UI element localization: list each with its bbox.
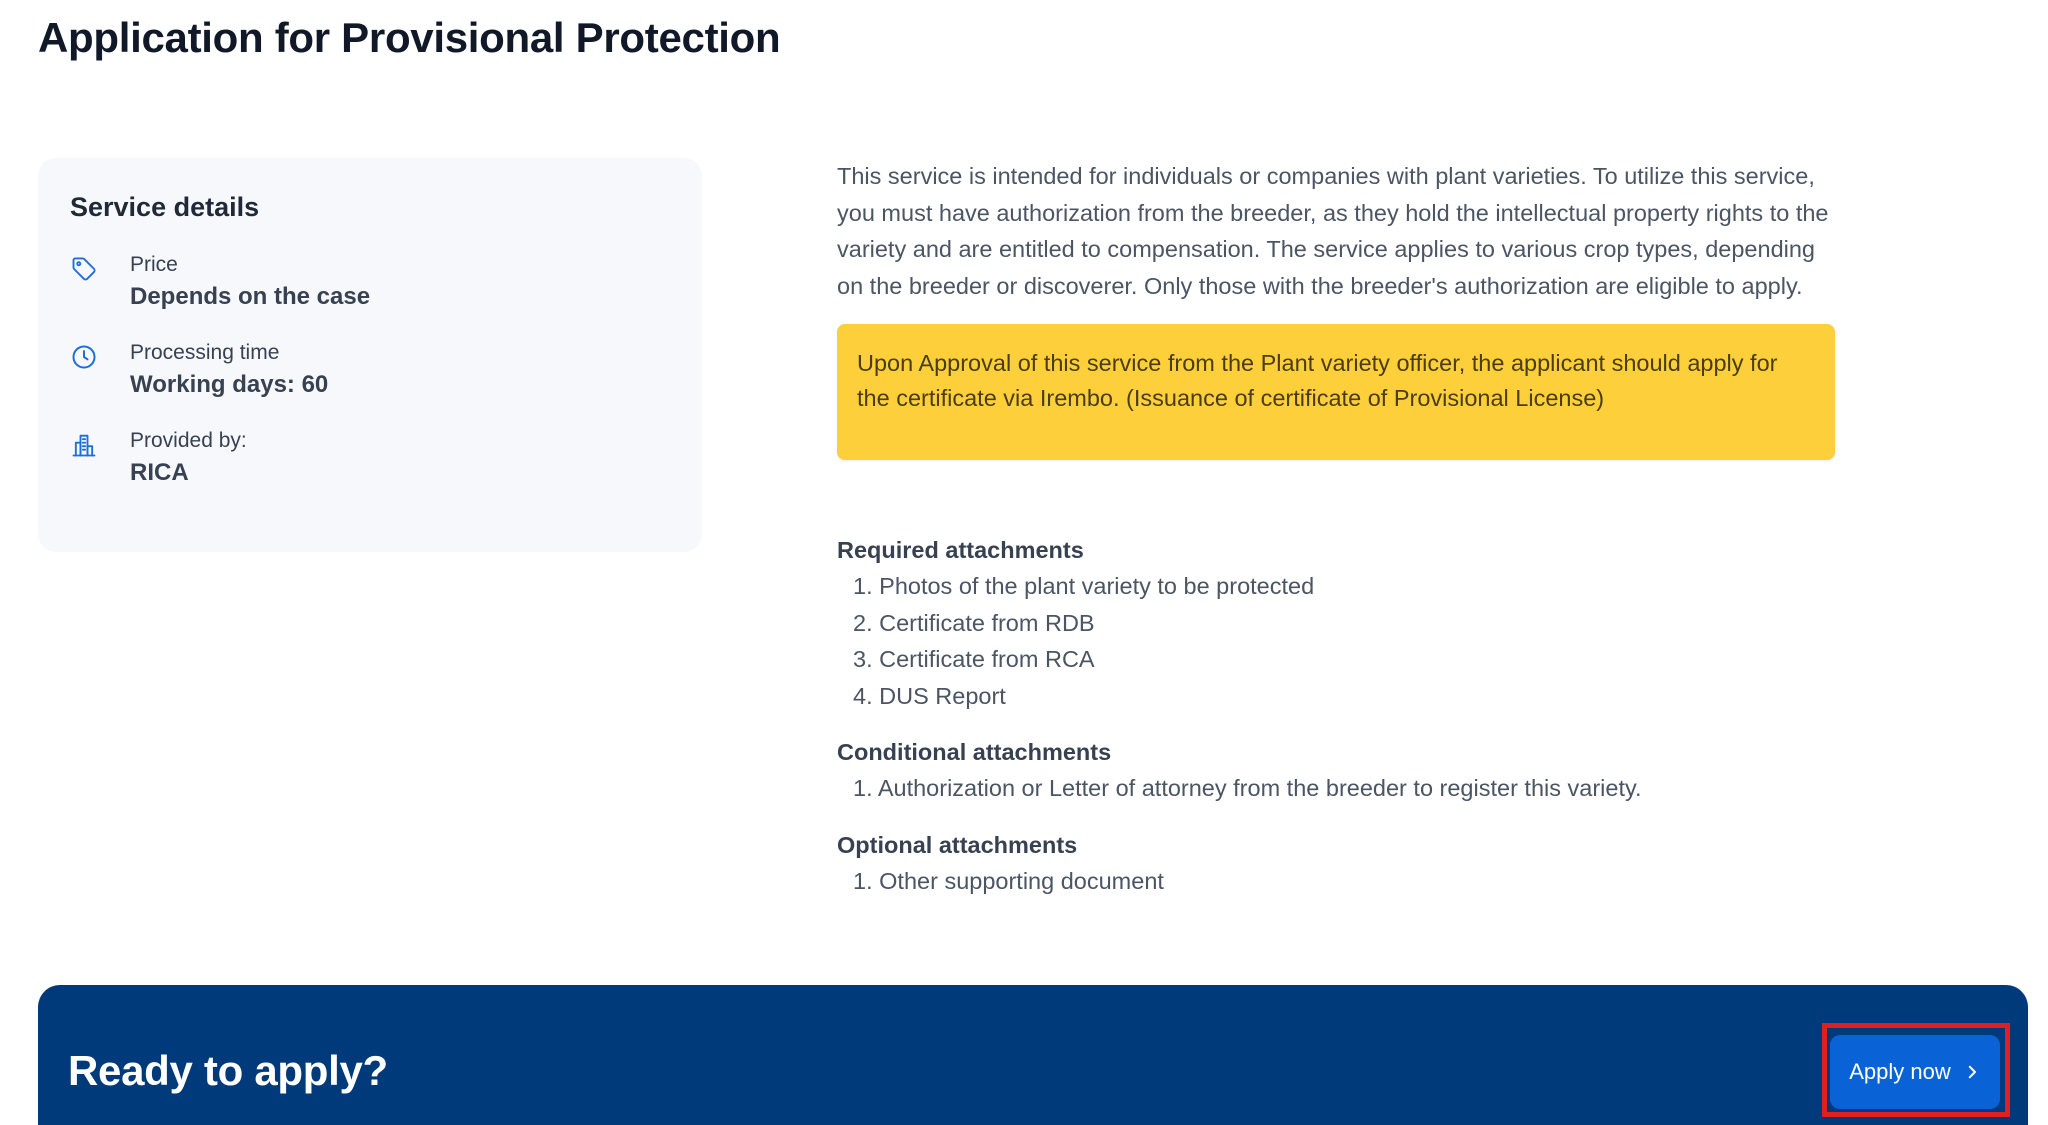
approval-notice-text: Upon Approval of this service from the Plant variety officer, the applicant should apply for the certificate via Irembo. (Issuance of certificate of Provisional License) bbox=[857, 350, 1778, 411]
detail-provider bbox=[70, 429, 670, 487]
list-item: 1. Authorization or Letter of attorney from the breeder to register this variety. bbox=[853, 775, 1642, 801]
clock-icon bbox=[70, 343, 98, 371]
price-tag-icon bbox=[70, 255, 98, 283]
price-label: Price bbox=[130, 253, 178, 276]
optional-attachments bbox=[837, 827, 1835, 900]
list-item: 1. Photos of the plant variety to be protected bbox=[853, 573, 1315, 599]
list-item: 4. DUS Report bbox=[853, 682, 1006, 709]
list-item-text: Photos of the plant variety to be protected bbox=[879, 573, 1315, 599]
list-item: 3. Certificate from RCA bbox=[853, 646, 1095, 672]
service-content bbox=[837, 158, 1835, 899]
page-title: Application for Provisional Protection bbox=[38, 14, 781, 61]
apply-now-label: Apply now bbox=[1849, 1059, 1951, 1084]
optional-attachments-list bbox=[837, 863, 1835, 900]
service-details-card bbox=[38, 158, 702, 552]
price-value: Depends on the case bbox=[130, 283, 371, 310]
list-item: 1. Other supporting document bbox=[853, 867, 1164, 894]
detail-processing-time bbox=[70, 341, 670, 399]
detail-price bbox=[70, 253, 670, 311]
service-details-title: Service details bbox=[70, 192, 260, 222]
list-item-text: Certificate from RCA bbox=[879, 646, 1095, 672]
conditional-attachments-heading: Conditional attachments bbox=[837, 739, 1112, 765]
list-item: 2. Certificate from RDB bbox=[853, 609, 1095, 636]
list-item-text: Other supporting document bbox=[879, 867, 1164, 894]
ready-to-apply-title: Ready to apply? bbox=[68, 1047, 388, 1094]
list-item-text: Authorization or Letter of attorney from the breeder to register this variety. bbox=[877, 775, 1642, 801]
provider-value: RICA bbox=[130, 459, 189, 486]
chevron-right-icon bbox=[1963, 1063, 1981, 1081]
processing-time-value: Working days: 60 bbox=[130, 371, 329, 398]
ready-to-apply-banner bbox=[38, 985, 2028, 1125]
conditional-attachments-list bbox=[837, 770, 1835, 807]
conditional-attachments bbox=[837, 734, 1835, 807]
list-item-text: DUS Report bbox=[879, 682, 1006, 709]
apply-now-button[interactable] bbox=[1830, 1035, 2000, 1109]
service-description: This service is intended for individuals or companies with plant varieties. To utilize this service, you must have authorization from the breeder, as they hold the intellectual property rights to the variety and are entitled to compensation. The service applies to various crop types, depending on the breeder or discoverer. Only those with the breeder's authorization are eligible to apply. bbox=[837, 163, 1829, 299]
provider-label: Provided by: bbox=[130, 429, 247, 452]
optional-attachments-heading: Optional attachments bbox=[837, 831, 1078, 858]
list-item-text: Certificate from RDB bbox=[879, 609, 1095, 636]
required-attachments bbox=[837, 532, 1835, 714]
building-icon bbox=[70, 431, 98, 459]
approval-notice bbox=[837, 324, 1835, 460]
required-attachments-list bbox=[837, 568, 1835, 714]
processing-time-label: Processing time bbox=[130, 341, 280, 364]
required-attachments-heading: Required attachments bbox=[837, 537, 1084, 563]
